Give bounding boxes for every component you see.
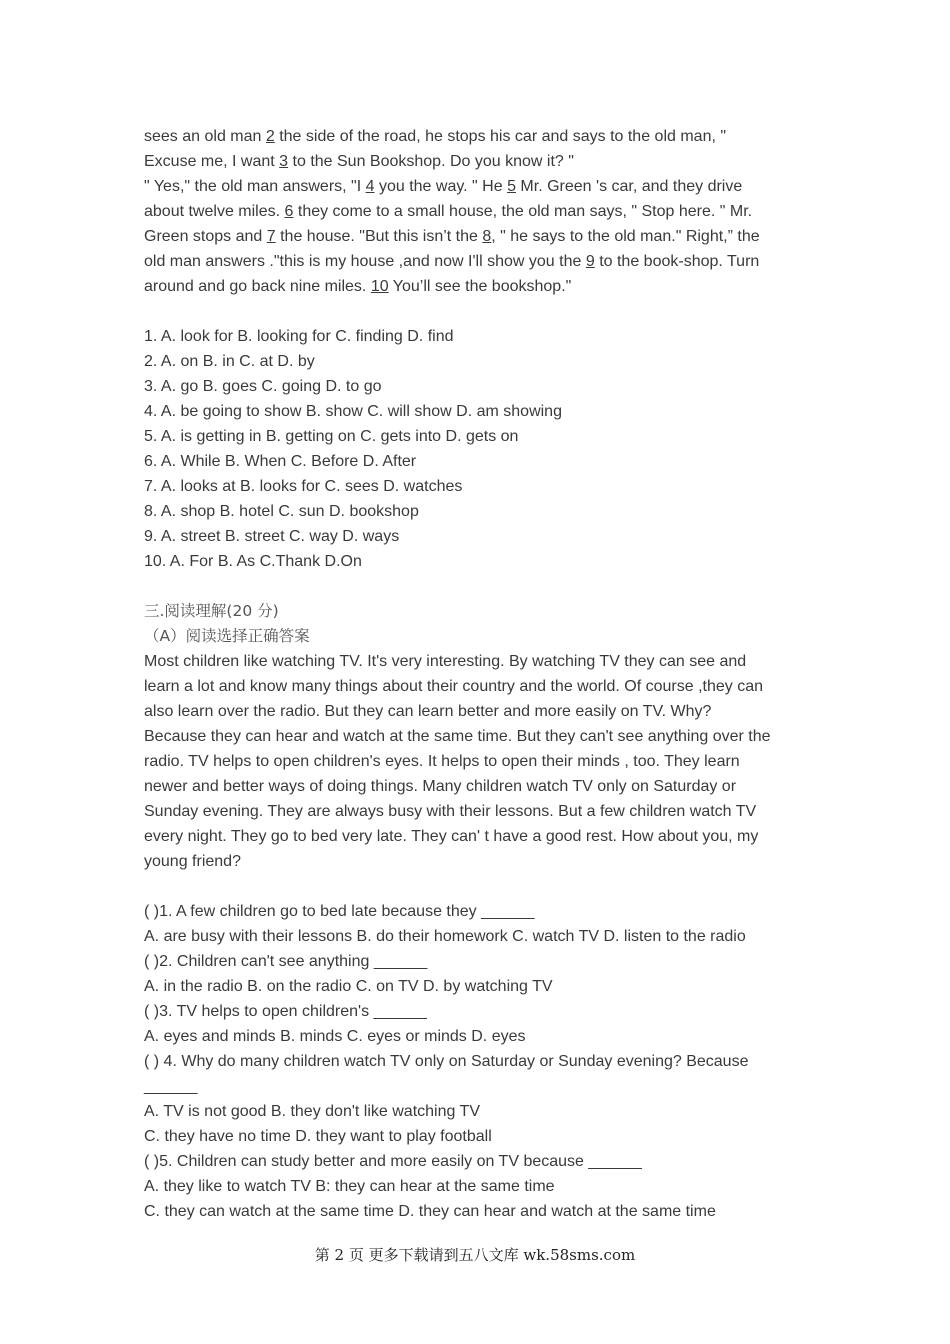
text: about twelve miles.: [144, 203, 285, 220]
text: Green stops and: [144, 228, 267, 245]
story-line-4: [144, 199, 814, 224]
story-line-1: [144, 124, 814, 149]
blank-number: 3: [279, 153, 289, 170]
blank-number: 2: [265, 128, 275, 145]
text: to the book-shop. Turn: [594, 253, 760, 270]
blank-number: 9: [585, 253, 595, 270]
answer-options: C. they can watch at the same time D. they can hear and watch at the same time: [144, 1203, 716, 1220]
story-line-2: [144, 149, 814, 174]
cloze-option: 10. A. For B. As C.Thank D.On: [144, 553, 362, 570]
text: around and go back nine miles.: [144, 278, 371, 295]
text: Excuse me, I want: [144, 153, 280, 170]
cloze-option: 9. A. street B. street C. way D. ways: [144, 528, 400, 545]
blank-number: 4: [365, 178, 375, 195]
text: the house. "But this isn’t the: [275, 228, 483, 245]
question-line: ( )2. Children can't see anything ______: [144, 953, 428, 970]
passage-line: Because they can hear and watch at the same time. But they can't see anything over the: [144, 728, 771, 745]
story-line-5: [144, 224, 814, 249]
cloze-option: 7. A. looks at B. looks for C. sees D. watches: [144, 478, 463, 495]
text: , " he says to the old man." Right,” the: [491, 228, 760, 245]
question-line: ( )5. Children can study better and more easily on TV because ______: [144, 1153, 642, 1170]
cloze-option: 1. A. look for B. looking for C. finding D. find: [144, 328, 454, 345]
question-line: ( )1. A few children go to bed late because they ______: [144, 903, 535, 920]
cloze-option: 4. A. be going to show B. show C. will show D. am showing: [144, 403, 562, 420]
blank-number: 6: [284, 203, 294, 220]
answer-options: A. they like to watch TV B: they can hear at the same time: [144, 1178, 555, 1195]
question-line-cont: ______: [144, 1078, 198, 1095]
text: You’ll see the bookshop.": [388, 278, 572, 295]
text: they come to a small house, the old man says, " Stop here. " Mr.: [293, 203, 753, 220]
text: Mr. Green 's car, and they drive: [515, 178, 743, 195]
document-page: [144, 124, 814, 1224]
text: the side of the road, he stops his car and says to the old man, ": [274, 128, 727, 145]
spacer: [144, 299, 814, 324]
question-line: ( )3. TV helps to open children's ______: [144, 1003, 427, 1020]
answer-options: A. eyes and minds B. minds C. eyes or minds D. eyes: [144, 1028, 526, 1045]
cloze-option: 3. A. go B. goes C. going D. to go: [144, 378, 382, 395]
passage-line: radio. TV helps to open children's eyes. It helps to open their minds , too. They learn: [144, 753, 740, 770]
answer-options: C. they have no time D. they want to play football: [144, 1128, 492, 1145]
spacer: [144, 874, 814, 899]
passage-line: newer and better ways of doing things. Many children watch TV only on Saturday or: [144, 778, 737, 795]
blank-number: 5: [507, 178, 516, 195]
blank-number: 8: [482, 228, 492, 245]
cloze-option: 5. A. is getting in B. getting on C. gets into D. gets on: [144, 428, 519, 445]
cloze-option: 6. A. While B. When C. Before D. After: [144, 453, 417, 470]
cloze-option: 8. A. shop B. hotel C. sun D. bookshop: [144, 503, 419, 520]
section-subtitle: （A）阅读选择正确答案: [144, 627, 310, 645]
text: you the way. " He: [374, 178, 508, 195]
passage-line: Most children like watching TV. It's very interesting. By watching TV they can see and: [144, 653, 747, 670]
passage-line: every night. They go to bed very late. They can' t have a good rest. How about you, my: [144, 828, 759, 845]
section-title: 三.阅读理解(20 分): [144, 602, 279, 620]
passage-line: learn a lot and know many things about their country and the world. Of course ,they can: [144, 678, 764, 695]
answer-options: A. in the radio B. on the radio C. on TV D. by watching TV: [144, 978, 553, 995]
answer-options: A. are busy with their lessons B. do their homework C. watch TV D. listen to the radio: [144, 928, 746, 945]
story-line-3: [144, 174, 814, 199]
spacer: [144, 574, 814, 599]
question-line: ( ) 4. Why do many children watch TV only on Saturday or Sunday evening? Because: [144, 1053, 749, 1070]
text: to the Sun Bookshop. Do you know it? ": [288, 153, 574, 170]
answer-options: A. TV is not good B. they don't like watching TV: [144, 1103, 480, 1120]
passage-line: Sunday evening. They are always busy with their lessons. But a few children watch TV: [144, 803, 757, 820]
passage-line: young friend?: [144, 853, 241, 870]
page-footer: 第 2 页 更多下载请到五八文库 wk.58sms.com: [314, 1246, 636, 1264]
story-line-7: [144, 274, 814, 299]
blank-number: 10: [370, 278, 389, 295]
text: old man answers ."this is my house ,and now I'll show you the: [144, 253, 586, 270]
text: " Yes," the old man answers, "I: [144, 178, 366, 195]
blank-number: 7: [266, 228, 276, 245]
text: sees an old man: [144, 128, 266, 145]
passage-line: also learn over the radio. But they can learn better and more easily on TV. Why?: [144, 703, 712, 720]
cloze-option: 2. A. on B. in C. at D. by: [144, 353, 315, 370]
story-line-6: [144, 249, 814, 274]
